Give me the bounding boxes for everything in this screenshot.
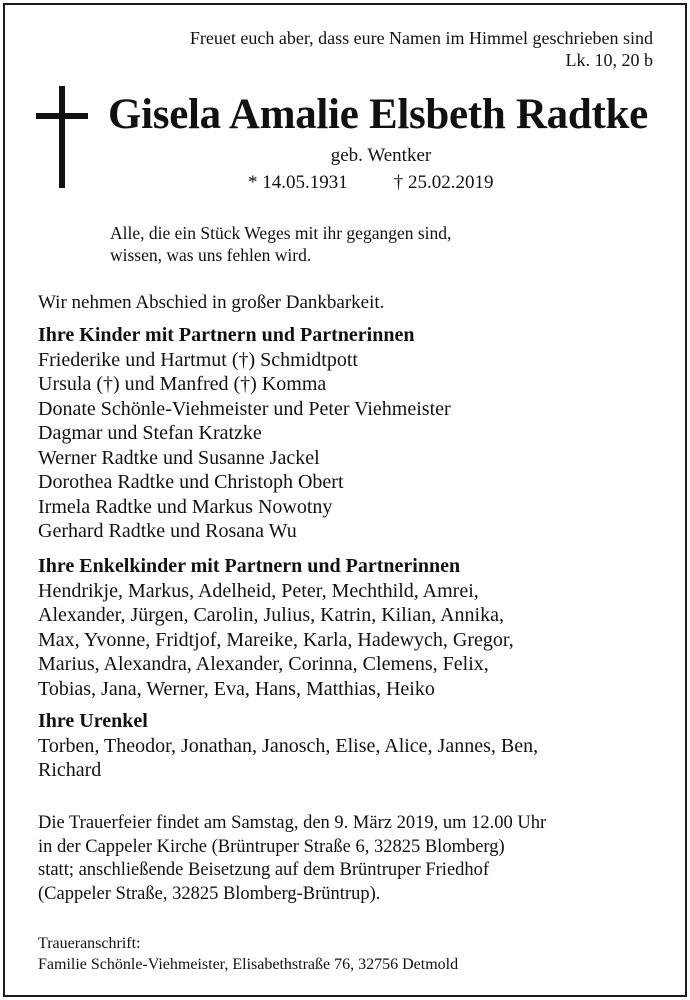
- children-line: Friederike und Hartmut (†) Schmidtpott: [38, 348, 358, 371]
- birth-date: * 14.05.1931: [248, 172, 348, 193]
- grandchildren-section: [38, 554, 514, 701]
- great-grandchildren-section: [38, 709, 538, 783]
- children-section: [38, 323, 451, 544]
- motto: [110, 222, 451, 266]
- grandchildren-line: Tobias, Jana, Werner, Eva, Hans, Matthias, Heiko: [38, 677, 435, 700]
- great-grandchildren-heading: Ihre Urenkel: [38, 710, 148, 732]
- grandchildren-line: Alexander, Jürgen, Carolin, Julius, Katrin, Kilian, Annika,: [38, 604, 504, 626]
- service-line: Die Trauerfeier findet am Samstag, den 9. März 2019, um 12.00 Uhr: [38, 813, 547, 833]
- children-heading: Ihre Kinder mit Partnern und Partnerinnen: [38, 324, 415, 346]
- motto-line: wissen, was uns fehlen wird.: [110, 245, 312, 265]
- great-grandchildren-line: Torben, Theodor, Jonathan, Janosch, Elise, Alice, Jannes, Ben,: [38, 734, 539, 757]
- intro-text: Wir nehmen Abschied in großer Dankbarkeit.: [38, 292, 385, 313]
- children-line: Werner Radtke und Susanne Jackel: [38, 446, 320, 469]
- funeral-service-info: [38, 812, 546, 906]
- birth-name: geb. Wentker: [330, 145, 432, 166]
- address-label: Traueranschrift:: [38, 935, 141, 952]
- address-value: Familie Schönle-Viehmeister, Elisabethstraße 76, 32756 Detmold: [38, 956, 459, 973]
- grandchildren-line: Marius, Alexandra, Alexander, Corinna, Clemens, Felix,: [38, 653, 489, 675]
- mourning-address: [38, 933, 458, 975]
- grandchildren-line: Hendrikje, Markus, Adelheid, Peter, Mechthild, Amrei,: [38, 579, 479, 602]
- children-line: Irmela Radtke und Markus Nowotny: [38, 495, 333, 518]
- children-line: Dagmar und Stefan Kratzke: [38, 422, 262, 444]
- service-line: (Cappeler Straße, 32825 Blomberg-Brüntrup).: [38, 883, 381, 904]
- verse-reference: Lk. 10, 20 b: [565, 50, 653, 70]
- children-line: Donate Schönle-Viehmeister und Peter Viehmeister: [38, 397, 451, 420]
- motto-line: Alle, die ein Stück Weges mit ihr gegangen sind,: [110, 223, 452, 243]
- service-line: in der Cappeler Kirche (Brüntruper Straße 6, 32825 Blomberg): [38, 836, 505, 857]
- grandchildren-heading: Ihre Enkelkinder mit Partnern und Partnerinnen: [38, 555, 461, 577]
- children-line: Dorothea Radtke und Christoph Obert: [38, 471, 344, 493]
- children-line: Gerhard Radtke und Rosana Wu: [38, 520, 297, 542]
- verse-text: Freuet euch aber, dass eure Namen im Himmel geschrieben sind: [189, 28, 653, 48]
- children-line: Ursula (†) und Manfred (†) Komma: [38, 373, 327, 395]
- death-date: † 25.02.2019: [393, 172, 494, 193]
- service-line: statt; anschließende Beisetzung auf dem Brüntruper Friedhof: [38, 860, 490, 880]
- grandchildren-line: Max, Yvonne, Fridtjof, Mareike, Karla, Hadewych, Gregor,: [38, 628, 514, 651]
- deceased-name: Gisela Amalie Elsbeth Radtke: [108, 91, 648, 138]
- cross-icon: [36, 86, 88, 188]
- great-grandchildren-line: Richard: [38, 759, 102, 781]
- bible-verse: [190, 27, 653, 71]
- life-dates: [248, 172, 494, 194]
